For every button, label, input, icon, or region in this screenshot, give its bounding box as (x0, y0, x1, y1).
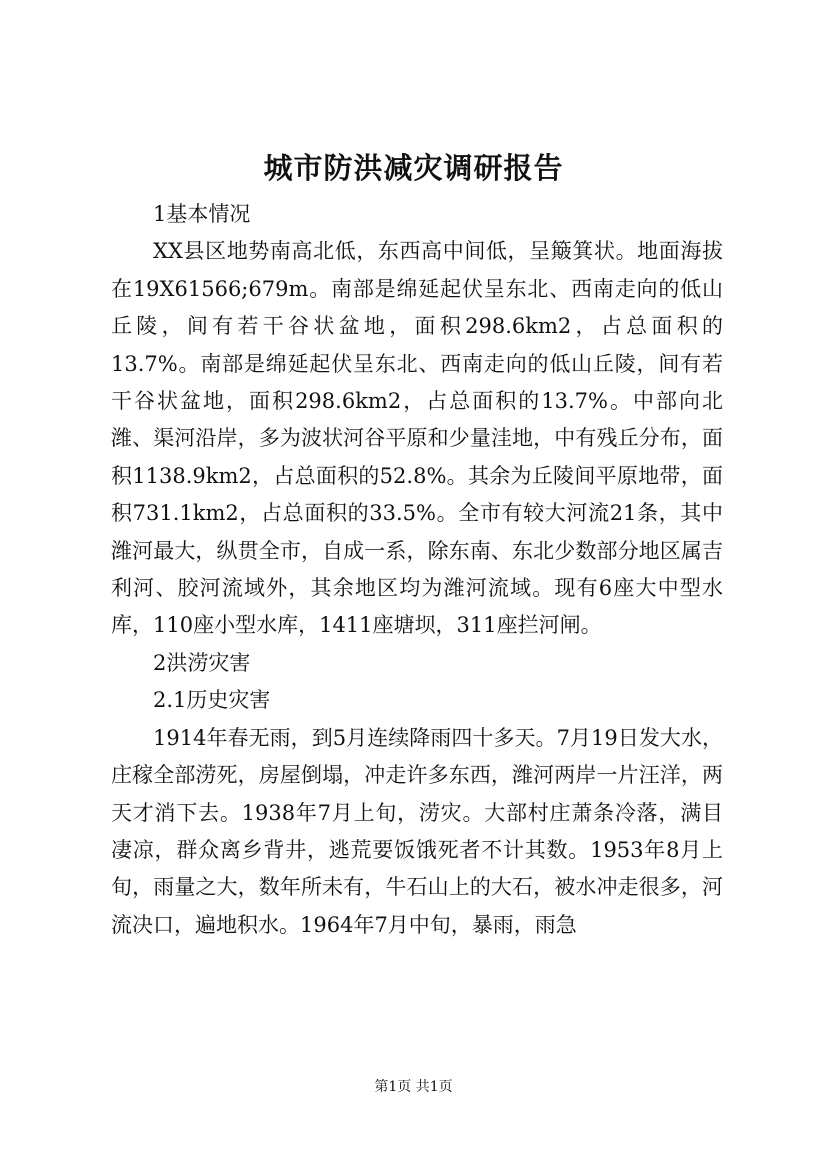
document-title: 城市防洪减灾调研报告 (263, 151, 564, 185)
section-heading-flood-disasters: 2洪涝灾害 (153, 650, 251, 675)
paragraph-historical-disasters: 1914年春无雨，到5月连续降雨四十多天。7月19日发大水，庄稼全部涝死，房屋倒塌，冲走许多东西，潍河两岸一片汪洋，两天才消下去。1938年7月上旬，涝灾。大部村庄萧条冷落，满目凄凉，群众离乡背井，逃荒要饭饿死者不计其数。1953年8月上旬，雨量之大，数年所未有，牛石山上的大石，被水冲走很多，河流决口，遍地积水。1964年7月中旬，暴雨，雨急 (111, 725, 723, 937)
section-heading-basic-info: 1基本情况 (153, 202, 251, 226)
page-footer: 第1页 共1页 (374, 1079, 453, 1095)
section-heading-historical-disasters: 2.1历史灾害 (153, 688, 271, 713)
document-body (111, 196, 723, 944)
paragraph-basic-info: XX县区地势南高北低，东西高中间低，呈簸箕状。地面海拔在19X61566;679m。南部是绵延起伏呈东北、西南走向的低山丘陵，间有若干谷状盆地，面积298.6km2，占总面积的13.7%。南部是绵延起伏呈东北、西南走向的低山丘陵，间有若干谷状盆地，面积298.6km2，占总面积的13.7%。中部向北潍、渠河沿岸，多为波状河谷平原和少量洼地，中有残丘分布，面积1138.9km2，占总面积的52.8%。其余为丘陵间平原地带，面积731.1km2，占总面积的33.5%。全市有较大河流21条，其中潍河最大，纵贯全市，自成一系，除东南、东北少数部分地区属吉利河、胶河流域外，其余地区均为潍河流域。现有6座大中型水库，110座小型水库，1411座塘坝，311座拦河闸。 (111, 239, 723, 638)
